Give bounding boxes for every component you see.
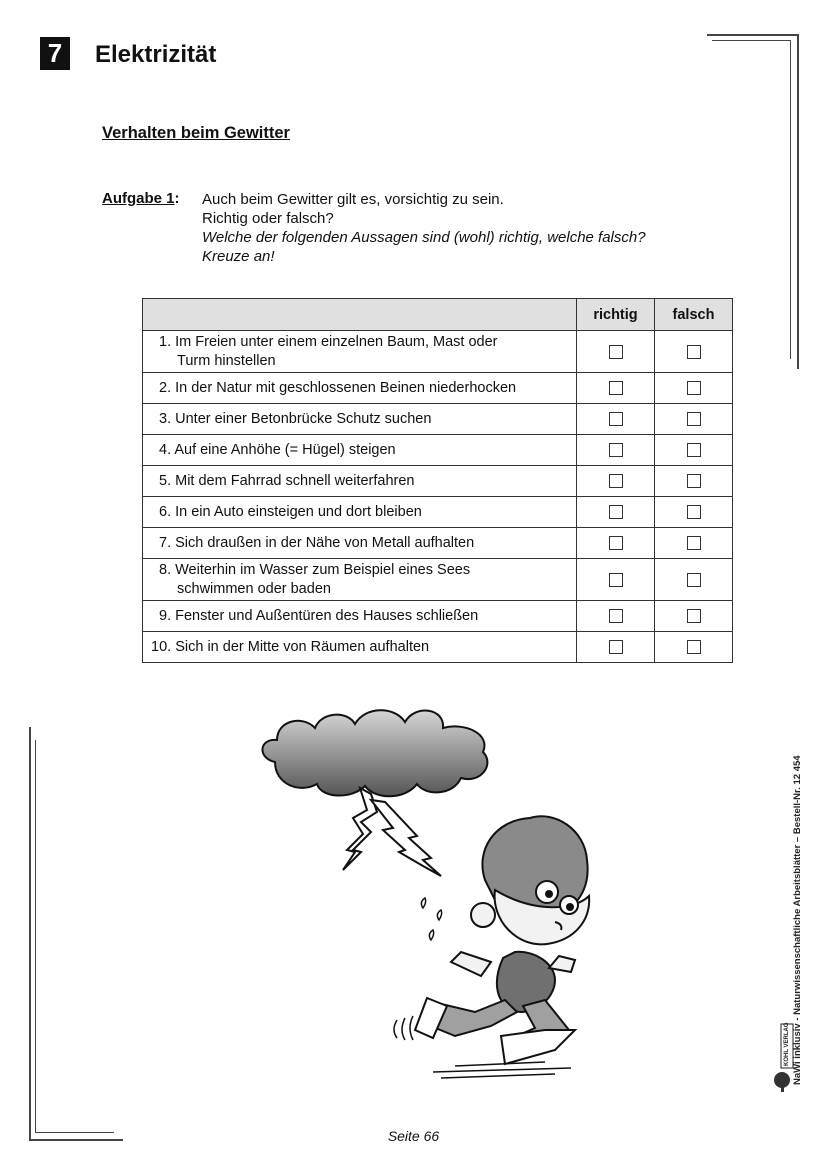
table-row <box>143 497 733 528</box>
header-statement <box>143 299 577 331</box>
statement-number: 2. <box>159 379 172 396</box>
header-richtig: richtig <box>577 299 655 331</box>
checkbox-cell-richtig <box>577 559 655 601</box>
sweat-drops <box>421 898 441 940</box>
checkbox-cell-falsch <box>655 466 733 497</box>
checkbox-falsch[interactable] <box>687 443 701 457</box>
statement-number: 8. <box>159 561 172 578</box>
checkbox-richtig[interactable] <box>609 443 623 457</box>
checkbox-richtig[interactable] <box>609 345 623 359</box>
statement-number: 10. <box>151 638 172 655</box>
checkbox-richtig[interactable] <box>609 412 623 426</box>
statement-cell <box>143 497 577 528</box>
checkbox-cell-falsch <box>655 331 733 373</box>
table-row <box>143 466 733 497</box>
statement-text: Fenster und Außentüren des Hauses schließen <box>175 607 479 624</box>
checkbox-falsch[interactable] <box>687 505 701 519</box>
table-row <box>143 559 733 601</box>
side-imprint: NaWi inklusiv - Naturwissenschaftliche Arbeitsblätter – Bestell-Nr. 12 454 <box>792 755 803 1085</box>
table-row <box>143 373 733 404</box>
checkbox-cell-richtig <box>577 632 655 663</box>
checkbox-cell-richtig <box>577 466 655 497</box>
checkbox-cell-falsch <box>655 404 733 435</box>
section-title: Verhalten beim Gewitter <box>102 124 290 142</box>
checkbox-falsch[interactable] <box>687 609 701 623</box>
statement-line-1 <box>151 638 570 657</box>
statement-cell <box>143 601 577 632</box>
task-line-2: Richtig oder falsch? <box>202 210 334 227</box>
statement-number: 1. <box>159 333 172 350</box>
statement-line-1 <box>159 441 570 460</box>
checkbox-falsch[interactable] <box>687 536 701 550</box>
table-header-row <box>143 299 733 331</box>
task-label-text: Aufgabe 1 <box>102 190 175 207</box>
checkbox-richtig[interactable] <box>609 505 623 519</box>
statement-line-1 <box>159 561 570 580</box>
checkbox-richtig[interactable] <box>609 573 623 587</box>
statement-cell <box>143 404 577 435</box>
checkbox-cell-richtig <box>577 601 655 632</box>
page-number: Seite 66 <box>387 1128 440 1144</box>
checkbox-cell-richtig <box>577 373 655 404</box>
task-line-1: Auch beim Gewitter gilt es, vorsichtig zu sein. <box>202 191 504 208</box>
statement-number: 3. <box>159 410 172 427</box>
table-row <box>143 632 733 663</box>
checkbox-falsch[interactable] <box>687 474 701 488</box>
statement-number: 9. <box>159 607 172 624</box>
checkbox-cell-richtig <box>577 404 655 435</box>
table-row <box>143 528 733 559</box>
statement-line-1 <box>159 333 570 352</box>
statement-cell <box>143 528 577 559</box>
statement-line-2: schwimmen oder baden <box>177 580 331 597</box>
checkbox-falsch[interactable] <box>687 345 701 359</box>
checkbox-cell-richtig <box>577 528 655 559</box>
thunderstorm-illustration <box>255 700 595 1090</box>
checkbox-richtig[interactable] <box>609 474 623 488</box>
checkbox-richtig[interactable] <box>609 536 623 550</box>
task-label-colon: : <box>174 190 180 207</box>
checkbox-cell-falsch <box>655 435 733 466</box>
checkbox-cell-falsch <box>655 497 733 528</box>
table-row <box>143 601 733 632</box>
statement-line-2: Turm hinstellen <box>177 352 276 369</box>
statement-text: Auf eine Anhöhe (= Hügel) steigen <box>174 441 396 458</box>
statement-text: Weiterhin im Wasser zum Beispiel eines Sees <box>175 561 471 578</box>
statement-number: 7. <box>159 534 172 551</box>
publisher-logo <box>772 1022 794 1094</box>
statement-line-1 <box>159 410 570 429</box>
checkbox-cell-falsch <box>655 528 733 559</box>
lightning-bolt <box>343 788 441 876</box>
statement-cell <box>143 632 577 663</box>
checkbox-cell-falsch <box>655 601 733 632</box>
tree-logo-icon <box>772 1022 794 1094</box>
chapter-number: 7 <box>40 37 70 70</box>
statement-text: Sich in der Mitte von Räumen aufhalten <box>175 638 430 655</box>
checkbox-falsch[interactable] <box>687 381 701 395</box>
statement-text: Im Freien unter einem einzelnen Baum, Mast oder <box>175 333 498 350</box>
quiz-table <box>142 298 733 663</box>
checkbox-cell-richtig <box>577 497 655 528</box>
storm-cloud <box>262 710 487 796</box>
checkbox-falsch[interactable] <box>687 412 701 426</box>
statement-number: 4. <box>159 441 172 458</box>
statement-number: 5. <box>159 472 172 489</box>
checkbox-cell-falsch <box>655 559 733 601</box>
table-row <box>143 435 733 466</box>
statement-line-1 <box>159 379 570 398</box>
statement-line-1 <box>159 472 570 491</box>
statement-cell <box>143 373 577 404</box>
table-row <box>143 331 733 373</box>
statement-text: In ein Auto einsteigen und dort bleiben <box>175 503 422 520</box>
statement-cell <box>143 435 577 466</box>
statement-text: Unter einer Betonbrücke Schutz suchen <box>175 410 432 427</box>
checkbox-richtig[interactable] <box>609 640 623 654</box>
publisher-name: KOHL VERLAG <box>784 1022 790 1066</box>
checkbox-falsch[interactable] <box>687 640 701 654</box>
task-line-3: Welche der folgenden Aussagen sind (wohl) richtig, welche falsch? <box>202 229 646 246</box>
task-line-4: Kreuze an! <box>202 248 275 265</box>
statement-cell <box>143 466 577 497</box>
chapter-title: Elektrizität <box>95 41 217 68</box>
checkbox-cell-falsch <box>655 632 733 663</box>
statement-cell <box>143 331 577 373</box>
task-instructions <box>202 190 646 266</box>
checkbox-falsch[interactable] <box>687 573 701 587</box>
checkbox-richtig[interactable] <box>609 381 623 395</box>
frame-bottom-left-inner <box>35 740 114 1133</box>
checkbox-richtig[interactable] <box>609 609 623 623</box>
table-row <box>143 404 733 435</box>
statement-text: Sich draußen in der Nähe von Metall aufhalten <box>175 534 475 551</box>
statement-line-1 <box>159 534 570 553</box>
statement-text: Mit dem Fahrrad schnell weiterfahren <box>175 472 415 489</box>
checkbox-cell-falsch <box>655 373 733 404</box>
statement-line-1 <box>159 607 570 626</box>
header-falsch: falsch <box>655 299 733 331</box>
task-label <box>102 190 180 207</box>
checkbox-cell-richtig <box>577 435 655 466</box>
statement-text: In der Natur mit geschlossenen Beinen niederhocken <box>175 379 517 396</box>
statement-cell <box>143 559 577 601</box>
checkbox-cell-richtig <box>577 331 655 373</box>
statement-number: 6. <box>159 503 172 520</box>
running-boy <box>415 816 589 1064</box>
statement-line-1 <box>159 503 570 522</box>
